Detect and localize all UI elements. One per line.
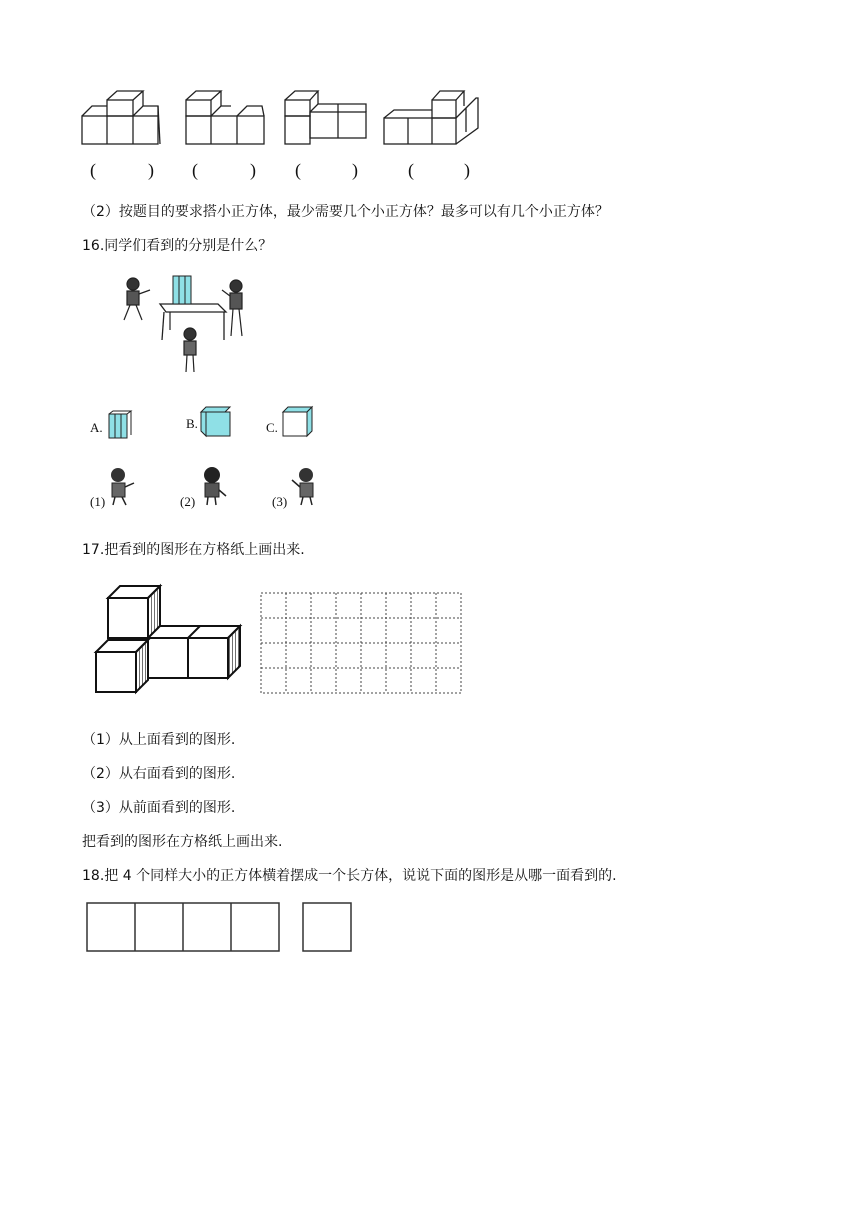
q17-title: 17.把看到的图形在方格纸上画出来. — [82, 542, 305, 558]
child-3-icon — [286, 466, 322, 506]
child-2-label: (2) — [180, 494, 196, 509]
answer-paren-open-1: ( — [90, 160, 96, 180]
cube-figure-4 — [384, 91, 478, 144]
q17-grid-paper — [260, 592, 462, 694]
q17-cube-figure — [94, 584, 254, 704]
q17-part3: （3）从前面看到的图形. — [82, 800, 236, 816]
cube-figure-2 — [186, 91, 264, 144]
answer-paren-close-2: ) — [250, 160, 256, 180]
answer-paren-open-3: ( — [295, 160, 301, 180]
option-b-label: B. — [186, 416, 198, 431]
answer-paren-close-3: ) — [352, 160, 358, 180]
cube-figure-3 — [285, 91, 366, 144]
option-a-label: A. — [90, 420, 103, 435]
child-2-icon — [196, 466, 232, 506]
q17-part1: （1）从上面看到的图形. — [82, 732, 236, 748]
q18-side-view-figure — [302, 902, 352, 952]
cube-figure-1 — [82, 91, 160, 144]
child-left-figure — [124, 278, 150, 320]
option-c-cube-icon — [280, 406, 314, 438]
q18-front-view-figure — [86, 902, 280, 952]
child-bottom-figure — [184, 328, 196, 372]
child-3-label: (3) — [272, 494, 288, 509]
q17-footer: 把看到的图形在方格纸上画出来. — [82, 834, 283, 850]
q16-scene-illustration — [118, 268, 278, 378]
q17-part2: （2）从右面看到的图形. — [82, 766, 236, 782]
q15-part2-text: （2）按题目的要求搭小正方体，最少需要几个小正方体？最多可以有几个小正方体？ — [82, 204, 609, 220]
option-c-label: C. — [266, 420, 278, 435]
child-right-figure — [222, 280, 242, 336]
option-a-books-icon — [108, 410, 132, 440]
child-1-label: (1) — [90, 494, 106, 509]
answer-paren-close-1: ) — [148, 160, 154, 180]
q16-title: 16.同学们看到的分别是什么？ — [82, 238, 273, 254]
answer-paren-open-4: ( — [408, 160, 414, 180]
child-1-icon — [104, 466, 140, 506]
q18-title: 18.把 4 个同样大小的正方体横着摆成一个长方体，说说下面的图形是从哪一面看到的. — [82, 868, 617, 884]
answer-paren-open-2: ( — [192, 160, 198, 180]
answer-paren-close-4: ) — [464, 160, 470, 180]
option-b-cube-icon — [200, 406, 234, 438]
